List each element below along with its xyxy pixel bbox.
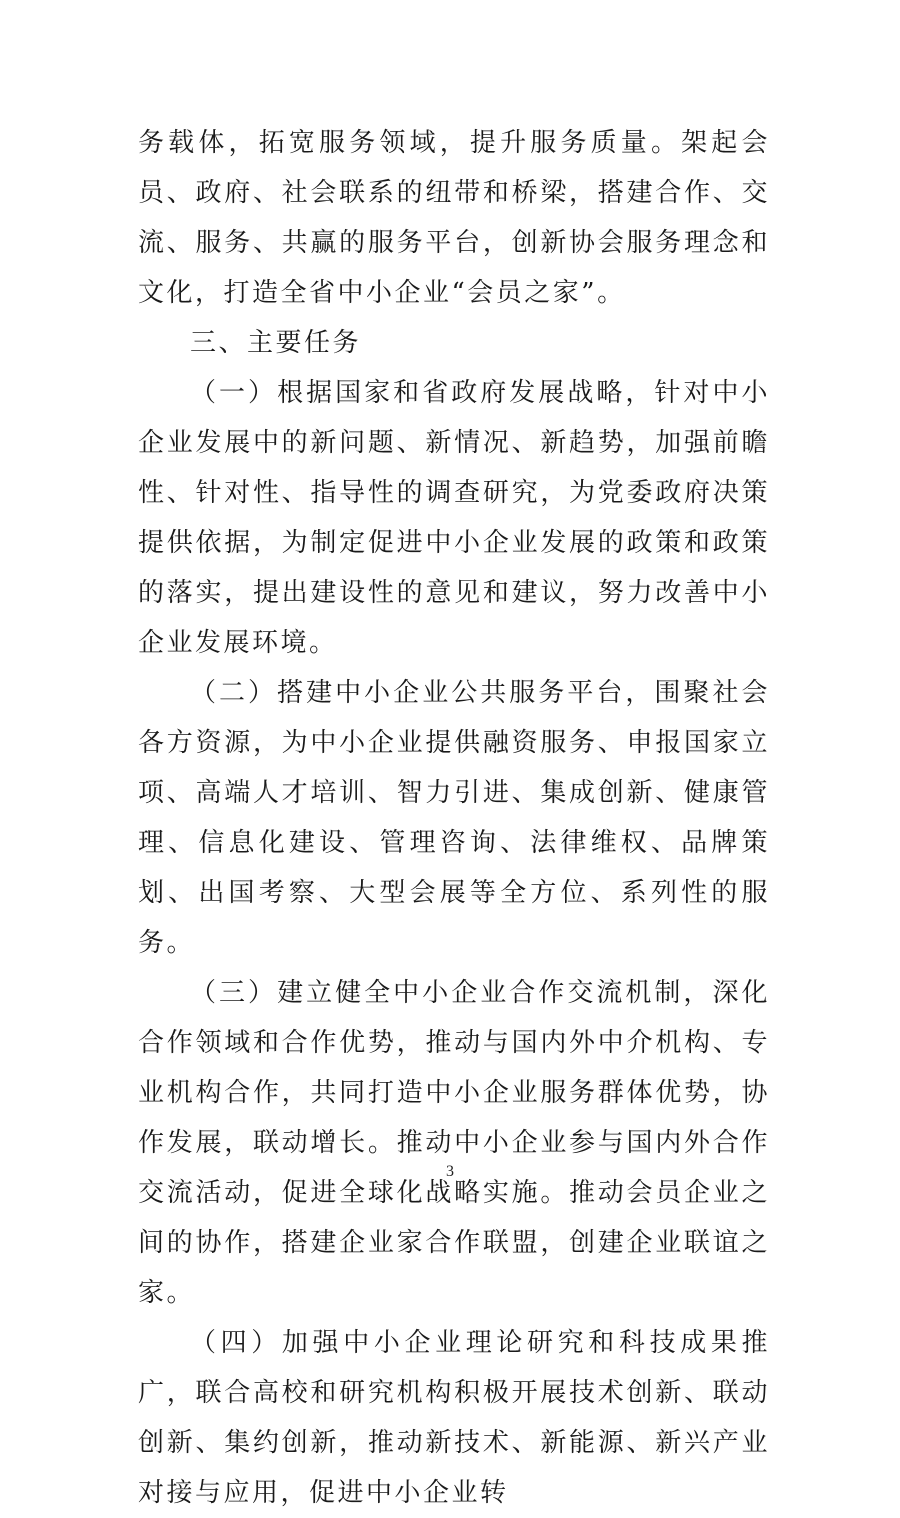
page-number: 3 bbox=[446, 1163, 454, 1180]
paragraph-continuation: 务载体，拓宽服务领域，提升服务质量。架起会员、政府、社会联系的纽带和桥梁，搭建合作、交流、服务、共赢的服务平台，创新协会服务理念和文化，打造全省中小企业“会员之家”。 bbox=[138, 128, 770, 308]
paragraph-task-3: （三）建立健全中小企业合作交流机制，深化合作领域和合作优势，推动与国内外中介机构、专业机构合作，共同打造中小企业服务群体优势，协作发展，联动增长。推动中小企业参与国内外合作交流活动，促进全球化战略实施。推动会员企业之间的协作，搭建企业家合作联盟，创建企业联谊之家。 bbox=[138, 978, 770, 1308]
paragraph-task-1: （一）根据国家和省政府发展战略，针对中小企业发展中的新问题、新情况、新趋势，加强前瞻性、针对性、指导性的调查研究，为党委政府决策提供依据，为制定促进中小企业发展的政策和政策的落实，提出建设性的意见和建议，努力改善中小企业发展环境。 bbox=[138, 378, 770, 658]
paragraph-task-2: （二）搭建中小企业公共服务平台，围聚社会各方资源，为中小企业提供融资服务、申报国家立项、高端人才培训、智力引进、集成创新、健康管理、信息化建设、管理咨询、法律维权、品牌策划、出国考察、大型会展等全方位、系列性的服务。 bbox=[138, 678, 770, 958]
section-heading: 三、主要任务 bbox=[190, 328, 362, 358]
document-body bbox=[138, 118, 770, 1518]
paragraph-task-4: （四）加强中小企业理论研究和科技成果推广，联合高校和研究机构积极开展技术创新、联动创新、集约创新，推动新技术、新能源、新兴产业对接与应用，促进中小企业转 bbox=[138, 1328, 770, 1508]
